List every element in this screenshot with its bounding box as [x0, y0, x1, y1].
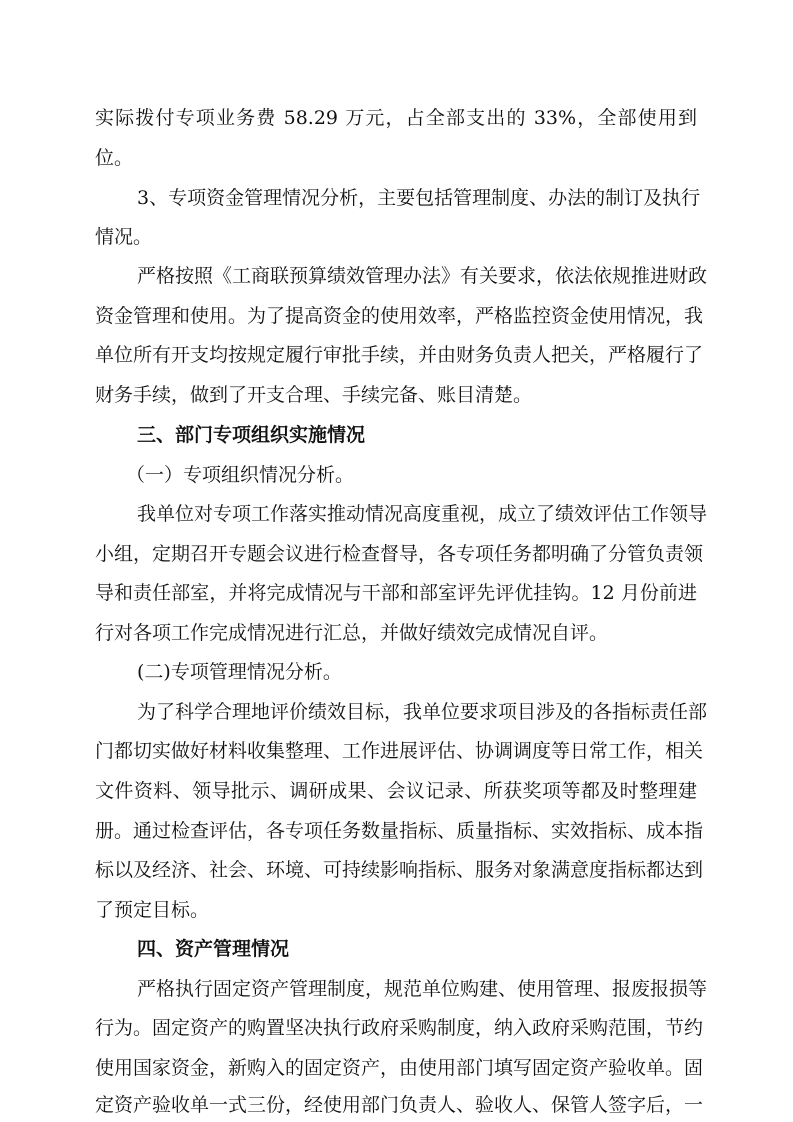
paragraph-line: 严格按照《工商联预算绩效管理办法》有关要求，依法依规推进财政 — [137, 265, 708, 287]
paragraph-line: 资金管理和使用。为了提高资金的使用效率，严格监控资金使用情况，我 — [95, 305, 704, 327]
paragraph-line: 我单位对专项工作落实推动情况高度重视，成立了绩效评估工作领导 — [137, 503, 708, 525]
paragraph-line: 定资产验收单一式三份，经使用部门负责人、验收人、保管人签字后，一 — [95, 1094, 704, 1116]
paragraph-line: 小组，定期召开专题会议进行检查督导，各专项任务都明确了分管负责领 — [95, 543, 704, 565]
paragraph-line: 了预定目标。 — [95, 899, 210, 921]
paragraph-line: 财务手续，做到了开支合理、手续完备、账目清楚。 — [95, 384, 533, 406]
paragraph-line: 3、专项资金管理情况分析，主要包括管理制度、办法的制订及执行 — [137, 187, 701, 209]
paragraph-line: 门都切实做好材料收集整理、工作进展评估、协调调度等日常工作，相关 — [95, 740, 704, 762]
paragraph-line: 导和责任部室，并将完成情况与干部和部室评先评优挂钩。12 月份前进 — [95, 582, 697, 604]
paragraph-line: 文件资料、领导批示、调研成果、会议记录、所获奖项等都及时整理建 — [95, 780, 697, 802]
subsection-heading: (二)专项管理情况分析。 — [137, 661, 342, 683]
subsection-heading: （一）专项组织情况分析。 — [126, 464, 355, 486]
paragraph-line: 单位所有开支均按规定履行审批手续，并由财务负责人把关，严格履行了 — [95, 344, 704, 366]
section-heading: 三、部门专项组织实施情况 — [137, 424, 366, 446]
paragraph-line: 使用国家资金，新购入的固定资产，由使用部门填写固定资产验收单。固 — [95, 1057, 704, 1079]
paragraph-line: 行对各项工作完成情况进行汇总，并做好绩效完成情况自评。 — [95, 622, 609, 644]
paragraph-line: 册。通过检查评估，各专项任务数量指标、质量指标、实效指标、成本指 — [95, 820, 704, 842]
paragraph-line: 行为。固定资产的购置坚决执行政府采购制度，纳入政府采购范围，节约 — [95, 1017, 704, 1039]
section-heading: 四、资产管理情况 — [137, 938, 290, 960]
paragraph-line: 位。 — [95, 147, 134, 169]
paragraph-line: 情况。 — [95, 226, 153, 248]
paragraph-line: 标以及经济、社会、环境、可持续影响指标、服务对象满意度指标都达到 — [95, 859, 704, 881]
paragraph-line: 为了科学合理地评价绩效目标，我单位要求项目涉及的各指标责任部 — [137, 701, 708, 723]
paragraph-line: 实际拨付专项业务费 58.29 万元，占全部支出的 33%，全部使用到 — [95, 107, 697, 129]
paragraph-line: 严格执行固定资产管理制度，规范单位购建、使用管理、报废报损等 — [137, 978, 708, 1000]
